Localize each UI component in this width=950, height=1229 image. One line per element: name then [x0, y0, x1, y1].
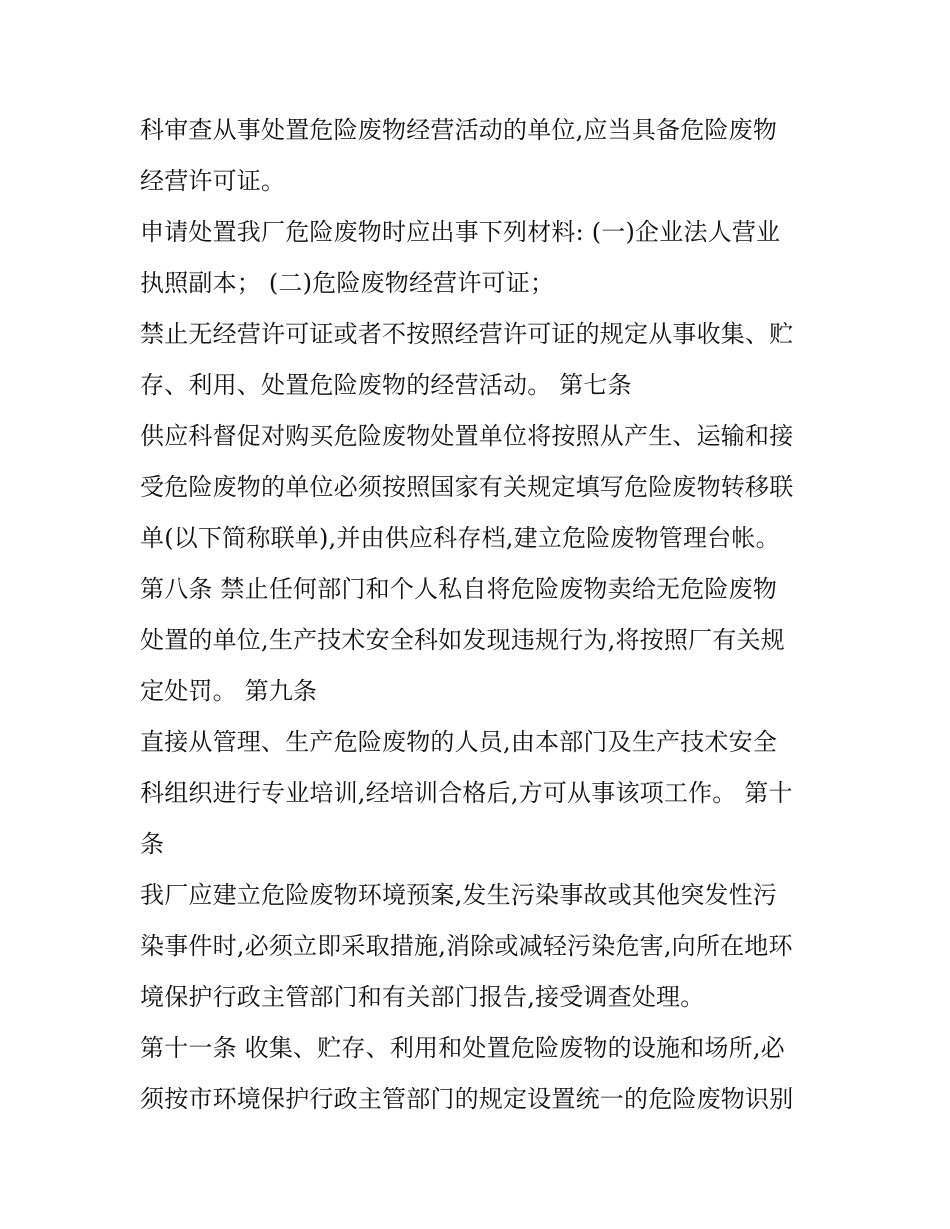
text-line: 禁止无经营许可证或者不按照经营许可证的规定从事收集、贮: [140, 320, 794, 348]
document-body: [140, 105, 820, 1125]
text-line: 定处罚。 第九条: [140, 677, 318, 705]
text-line: 单(以下简称联单),并由供应科存档,建立危险废物管理台帐。: [140, 524, 780, 552]
text-line: 供应科督促对购买危险废物处置单位将按照从产生、运输和接: [140, 422, 794, 450]
text-line: 执照副本； (二)危险废物经营许可证；: [140, 269, 555, 297]
text-line: 经营许可证。: [140, 167, 286, 195]
text-line: 处置的单位,生产技术安全科如发现违规行为,将按照厂有关规: [140, 626, 785, 654]
text-line: 科组织进行专业培训,经培训合格后,方可从事该项工作。 第十: [140, 779, 793, 807]
text-line: 我厂应建立危险废物环境预案,发生污染事故或其他突发性污: [140, 881, 778, 909]
text-line: 染事件时,必须立即采取措施,消除或减轻污染危害,向所在地环: [140, 932, 793, 960]
text-line: 受危险废物的单位必须按照国家有关规定填写危险废物转移联: [140, 473, 794, 501]
text-line: 直接从管理、生产危险废物的人员,由本部门及生产技术安全: [140, 728, 778, 756]
text-line: 第十一条 收集、贮存、利用和处置危险废物的设施和场所,必: [140, 1034, 785, 1062]
text-line: 第八条 禁止任何部门和个人私自将危险废物卖给无危险废物: [140, 575, 778, 603]
text-line: 须按市环境保护行政主管部门的规定设置统一的危险废物识别: [140, 1085, 794, 1113]
text-line: 申请处置我厂危险废物时应出事下列材料: (一)企业法人营业: [140, 218, 781, 246]
text-line: 境保护行政主管部门和有关部门报告,接受调查处理。: [140, 983, 705, 1011]
text-line: 条: [140, 830, 165, 858]
text-line: 科审查从事处置危险废物经营活动的单位,应当具备危险废物: [140, 116, 778, 144]
text-line: 存、利用、处置危险废物的经营活动。 第七条: [140, 371, 632, 399]
